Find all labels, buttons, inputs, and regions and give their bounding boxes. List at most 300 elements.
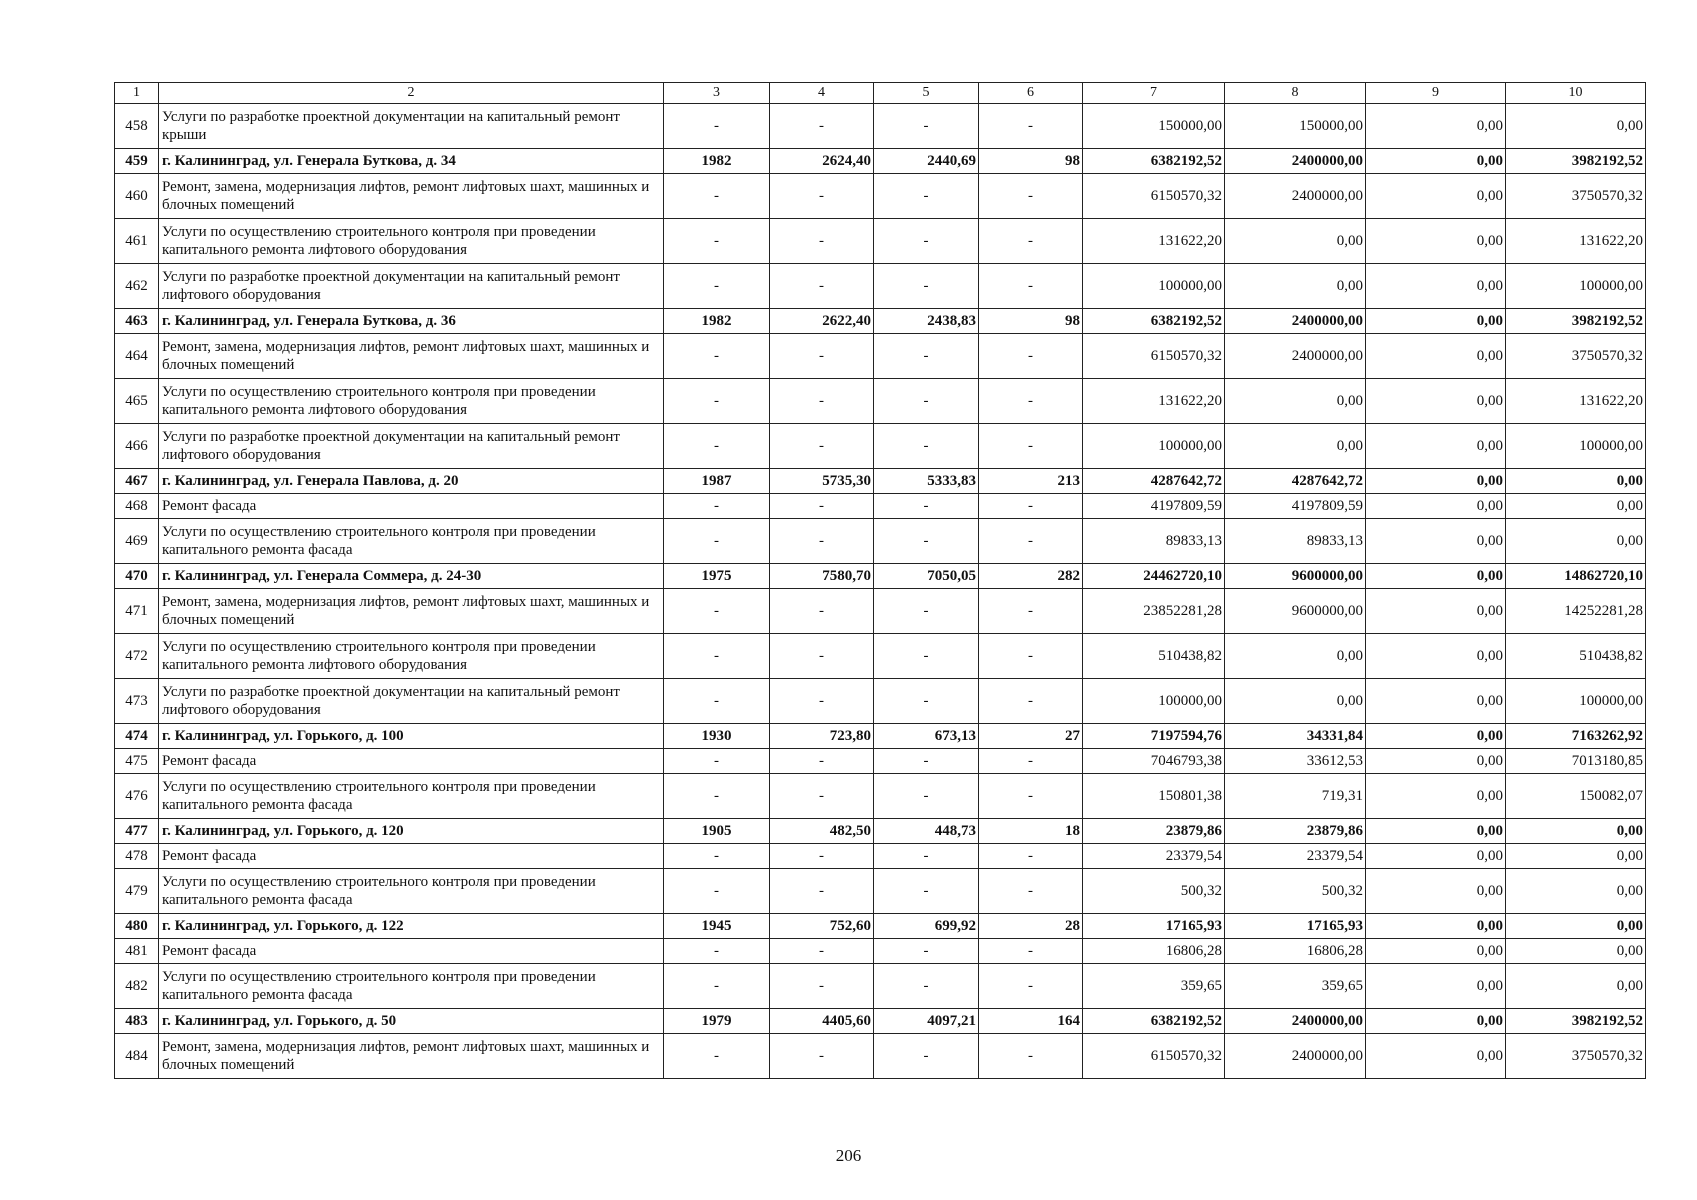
cost-col-10-cell: 3982192,52 bbox=[1506, 149, 1646, 174]
total-area-cell: 723,80 bbox=[770, 724, 874, 749]
living-area-cell: 4097,21 bbox=[874, 1009, 979, 1034]
cost-col-8-cell: 17165,93 bbox=[1225, 914, 1366, 939]
residents-count-cell: 98 bbox=[979, 309, 1083, 334]
total-area-cell: - bbox=[770, 104, 874, 149]
cost-col-9-cell: 0,00 bbox=[1366, 469, 1506, 494]
total-cost-cell: 100000,00 bbox=[1083, 264, 1225, 309]
work-item-row bbox=[115, 774, 1646, 819]
living-area-cell: - bbox=[874, 634, 979, 679]
total-cost-cell: 6382192,52 bbox=[1083, 149, 1225, 174]
total-area-cell: - bbox=[770, 219, 874, 264]
row-number-cell: 463 bbox=[115, 309, 159, 334]
cost-col-10-cell: 3750570,32 bbox=[1506, 1034, 1646, 1079]
total-area-cell: - bbox=[770, 939, 874, 964]
living-area-cell: 448,73 bbox=[874, 819, 979, 844]
cost-col-10-cell: 0,00 bbox=[1506, 914, 1646, 939]
cost-col-8-cell: 2400000,00 bbox=[1225, 1034, 1366, 1079]
cost-col-8-cell: 0,00 bbox=[1225, 219, 1366, 264]
residents-count-cell: - bbox=[979, 424, 1083, 469]
work-description-cell: г. Калининград, ул. Горького, д. 50 bbox=[159, 1009, 664, 1034]
work-item-row bbox=[115, 589, 1646, 634]
work-description-cell: Ремонт фасада bbox=[159, 749, 664, 774]
year-built-cell: - bbox=[664, 104, 770, 149]
cost-col-10-cell: 3982192,52 bbox=[1506, 1009, 1646, 1034]
row-number-cell: 461 bbox=[115, 219, 159, 264]
cost-col-8-cell: 359,65 bbox=[1225, 964, 1366, 1009]
year-built-cell: 1987 bbox=[664, 469, 770, 494]
table-header bbox=[115, 83, 1646, 104]
year-built-cell: - bbox=[664, 939, 770, 964]
cost-col-8-cell: 4197809,59 bbox=[1225, 494, 1366, 519]
living-area-cell: - bbox=[874, 379, 979, 424]
cost-col-9-cell: 0,00 bbox=[1366, 774, 1506, 819]
total-area-cell: - bbox=[770, 379, 874, 424]
cost-col-9-cell: 0,00 bbox=[1366, 564, 1506, 589]
cost-col-9-cell: 0,00 bbox=[1366, 844, 1506, 869]
column-header-10: 10 bbox=[1506, 83, 1646, 104]
column-header-7: 7 bbox=[1083, 83, 1225, 104]
cost-col-10-cell: 7163262,92 bbox=[1506, 724, 1646, 749]
cost-col-8-cell: 2400000,00 bbox=[1225, 1009, 1366, 1034]
row-number-cell: 468 bbox=[115, 494, 159, 519]
residents-count-cell: 27 bbox=[979, 724, 1083, 749]
cost-col-10-cell: 100000,00 bbox=[1506, 679, 1646, 724]
year-built-cell: - bbox=[664, 679, 770, 724]
cost-col-8-cell: 2400000,00 bbox=[1225, 149, 1366, 174]
residents-count-cell: - bbox=[979, 589, 1083, 634]
total-area-cell: - bbox=[770, 424, 874, 469]
cost-col-9-cell: 0,00 bbox=[1366, 819, 1506, 844]
total-cost-cell: 6150570,32 bbox=[1083, 334, 1225, 379]
total-cost-cell: 131622,20 bbox=[1083, 219, 1225, 264]
year-built-cell: - bbox=[664, 844, 770, 869]
year-built-cell: - bbox=[664, 1034, 770, 1079]
year-built-cell: 1930 bbox=[664, 724, 770, 749]
work-item-row bbox=[115, 869, 1646, 914]
total-area-cell: - bbox=[770, 334, 874, 379]
total-cost-cell: 23852281,28 bbox=[1083, 589, 1225, 634]
cost-col-10-cell: 3750570,32 bbox=[1506, 334, 1646, 379]
column-header-2: 2 bbox=[159, 83, 664, 104]
total-cost-cell: 17165,93 bbox=[1083, 914, 1225, 939]
work-description-cell: г. Калининград, ул. Горького, д. 122 bbox=[159, 914, 664, 939]
cost-col-10-cell: 510438,82 bbox=[1506, 634, 1646, 679]
residents-count-cell: 98 bbox=[979, 149, 1083, 174]
total-cost-cell: 4197809,59 bbox=[1083, 494, 1225, 519]
row-number-cell: 460 bbox=[115, 174, 159, 219]
residents-count-cell: - bbox=[979, 379, 1083, 424]
address-row bbox=[115, 914, 1646, 939]
total-area-cell: - bbox=[770, 519, 874, 564]
cost-col-10-cell: 14862720,10 bbox=[1506, 564, 1646, 589]
row-number-cell: 484 bbox=[115, 1034, 159, 1079]
row-number-cell: 482 bbox=[115, 964, 159, 1009]
row-number-cell: 466 bbox=[115, 424, 159, 469]
living-area-cell: - bbox=[874, 939, 979, 964]
row-number-cell: 471 bbox=[115, 589, 159, 634]
cost-col-8-cell: 4287642,72 bbox=[1225, 469, 1366, 494]
address-row bbox=[115, 564, 1646, 589]
cost-col-10-cell: 0,00 bbox=[1506, 844, 1646, 869]
total-area-cell: - bbox=[770, 1034, 874, 1079]
row-number-cell: 469 bbox=[115, 519, 159, 564]
living-area-cell: - bbox=[874, 494, 979, 519]
residents-count-cell: 28 bbox=[979, 914, 1083, 939]
year-built-cell: 1979 bbox=[664, 1009, 770, 1034]
row-number-cell: 458 bbox=[115, 104, 159, 149]
total-area-cell: - bbox=[770, 494, 874, 519]
work-item-row bbox=[115, 939, 1646, 964]
total-area-cell: - bbox=[770, 774, 874, 819]
residents-count-cell: - bbox=[979, 679, 1083, 724]
total-area-cell: - bbox=[770, 749, 874, 774]
residents-count-cell: 164 bbox=[979, 1009, 1083, 1034]
cost-col-8-cell: 0,00 bbox=[1225, 424, 1366, 469]
work-description-cell: г. Калининград, ул. Генерала Буткова, д. 34 bbox=[159, 149, 664, 174]
living-area-cell: - bbox=[874, 334, 979, 379]
work-description-cell: Ремонт, замена, модернизация лифтов, ремонт лифтовых шахт, машинных и блочных помещений bbox=[159, 1034, 664, 1079]
living-area-cell: - bbox=[874, 264, 979, 309]
work-description-cell: г. Калининград, ул. Генерала Буткова, д. 36 bbox=[159, 309, 664, 334]
work-item-row bbox=[115, 1034, 1646, 1079]
living-area-cell: - bbox=[874, 424, 979, 469]
cost-col-10-cell: 0,00 bbox=[1506, 519, 1646, 564]
cost-col-9-cell: 0,00 bbox=[1366, 379, 1506, 424]
work-item-row bbox=[115, 634, 1646, 679]
year-built-cell: - bbox=[664, 774, 770, 819]
row-number-cell: 475 bbox=[115, 749, 159, 774]
cost-col-9-cell: 0,00 bbox=[1366, 1009, 1506, 1034]
living-area-cell: - bbox=[874, 964, 979, 1009]
total-area-cell: 5735,30 bbox=[770, 469, 874, 494]
living-area-cell: - bbox=[874, 679, 979, 724]
cost-col-9-cell: 0,00 bbox=[1366, 634, 1506, 679]
year-built-cell: - bbox=[664, 219, 770, 264]
cost-col-10-cell: 3982192,52 bbox=[1506, 309, 1646, 334]
total-cost-cell: 150801,38 bbox=[1083, 774, 1225, 819]
total-area-cell: - bbox=[770, 844, 874, 869]
total-area-cell: - bbox=[770, 264, 874, 309]
cost-col-8-cell: 2400000,00 bbox=[1225, 174, 1366, 219]
living-area-cell: - bbox=[874, 519, 979, 564]
living-area-cell: - bbox=[874, 749, 979, 774]
cost-col-9-cell: 0,00 bbox=[1366, 494, 1506, 519]
total-cost-cell: 24462720,10 bbox=[1083, 564, 1225, 589]
row-number-cell: 470 bbox=[115, 564, 159, 589]
total-cost-cell: 100000,00 bbox=[1083, 679, 1225, 724]
cost-col-10-cell: 0,00 bbox=[1506, 469, 1646, 494]
total-cost-cell: 510438,82 bbox=[1083, 634, 1225, 679]
cost-col-8-cell: 9600000,00 bbox=[1225, 564, 1366, 589]
year-built-cell: - bbox=[664, 749, 770, 774]
cost-col-10-cell: 0,00 bbox=[1506, 494, 1646, 519]
total-cost-cell: 89833,13 bbox=[1083, 519, 1225, 564]
work-item-row bbox=[115, 264, 1646, 309]
work-item-row bbox=[115, 494, 1646, 519]
work-item-row bbox=[115, 749, 1646, 774]
cost-col-9-cell: 0,00 bbox=[1366, 724, 1506, 749]
cost-col-9-cell: 0,00 bbox=[1366, 964, 1506, 1009]
year-built-cell: - bbox=[664, 334, 770, 379]
year-built-cell: - bbox=[664, 519, 770, 564]
total-area-cell: 2622,40 bbox=[770, 309, 874, 334]
cost-col-8-cell: 16806,28 bbox=[1225, 939, 1366, 964]
cost-col-9-cell: 0,00 bbox=[1366, 264, 1506, 309]
work-description-cell: Услуги по осуществлению строительного контроля при проведении капитального ремонта лифтового оборудования bbox=[159, 634, 664, 679]
work-description-cell: Услуги по разработке проектной документации на капитальный ремонт лифтового оборудования bbox=[159, 679, 664, 724]
cost-col-9-cell: 0,00 bbox=[1366, 589, 1506, 634]
cost-col-9-cell: 0,00 bbox=[1366, 519, 1506, 564]
column-header-3: 3 bbox=[664, 83, 770, 104]
cost-col-9-cell: 0,00 bbox=[1366, 869, 1506, 914]
cost-col-9-cell: 0,00 bbox=[1366, 309, 1506, 334]
work-description-cell: Ремонт фасада bbox=[159, 844, 664, 869]
cost-col-10-cell: 100000,00 bbox=[1506, 424, 1646, 469]
cost-col-8-cell: 0,00 bbox=[1225, 634, 1366, 679]
residents-count-cell: - bbox=[979, 494, 1083, 519]
cost-col-9-cell: 0,00 bbox=[1366, 1034, 1506, 1079]
residents-count-cell: - bbox=[979, 939, 1083, 964]
total-cost-cell: 16806,28 bbox=[1083, 939, 1225, 964]
work-description-cell: Ремонт фасада bbox=[159, 494, 664, 519]
address-row bbox=[115, 149, 1646, 174]
cost-col-9-cell: 0,00 bbox=[1366, 334, 1506, 379]
living-area-cell: - bbox=[874, 844, 979, 869]
total-cost-cell: 359,65 bbox=[1083, 964, 1225, 1009]
address-row bbox=[115, 724, 1646, 749]
cost-col-8-cell: 500,32 bbox=[1225, 869, 1366, 914]
work-description-cell: Услуги по разработке проектной документации на капитальный ремонт крыши bbox=[159, 104, 664, 149]
cost-col-10-cell: 150082,07 bbox=[1506, 774, 1646, 819]
cost-col-9-cell: 0,00 bbox=[1366, 424, 1506, 469]
year-built-cell: - bbox=[664, 264, 770, 309]
cost-col-10-cell: 3750570,32 bbox=[1506, 174, 1646, 219]
work-description-cell: Услуги по осуществлению строительного контроля при проведении капитального ремонта фасада bbox=[159, 774, 664, 819]
row-number-cell: 476 bbox=[115, 774, 159, 819]
work-description-cell: Услуги по осуществлению строительного контроля при проведении капитального ремонта лифтового оборудования bbox=[159, 219, 664, 264]
total-cost-cell: 6382192,52 bbox=[1083, 1009, 1225, 1034]
row-number-cell: 478 bbox=[115, 844, 159, 869]
cost-col-9-cell: 0,00 bbox=[1366, 174, 1506, 219]
living-area-cell: - bbox=[874, 589, 979, 634]
year-built-cell: - bbox=[664, 379, 770, 424]
total-area-cell: - bbox=[770, 589, 874, 634]
work-item-row bbox=[115, 174, 1646, 219]
column-header-8: 8 bbox=[1225, 83, 1366, 104]
residents-count-cell: - bbox=[979, 219, 1083, 264]
living-area-cell: 2438,83 bbox=[874, 309, 979, 334]
year-built-cell: - bbox=[664, 424, 770, 469]
living-area-cell: - bbox=[874, 774, 979, 819]
year-built-cell: 1982 bbox=[664, 309, 770, 334]
row-number-cell: 467 bbox=[115, 469, 159, 494]
cost-col-9-cell: 0,00 bbox=[1366, 749, 1506, 774]
residents-count-cell: - bbox=[979, 519, 1083, 564]
cost-col-8-cell: 9600000,00 bbox=[1225, 589, 1366, 634]
total-cost-cell: 100000,00 bbox=[1083, 424, 1225, 469]
cost-col-8-cell: 2400000,00 bbox=[1225, 309, 1366, 334]
row-number-cell: 459 bbox=[115, 149, 159, 174]
cost-col-10-cell: 0,00 bbox=[1506, 939, 1646, 964]
residents-count-cell: 282 bbox=[979, 564, 1083, 589]
address-row bbox=[115, 309, 1646, 334]
cost-col-9-cell: 0,00 bbox=[1366, 679, 1506, 724]
column-number-row bbox=[115, 83, 1646, 104]
total-area-cell: - bbox=[770, 679, 874, 724]
column-header-5: 5 bbox=[874, 83, 979, 104]
total-cost-cell: 6150570,32 bbox=[1083, 1034, 1225, 1079]
work-item-row bbox=[115, 679, 1646, 724]
column-header-6: 6 bbox=[979, 83, 1083, 104]
living-area-cell: - bbox=[874, 104, 979, 149]
residents-count-cell: - bbox=[979, 964, 1083, 1009]
cost-col-10-cell: 0,00 bbox=[1506, 104, 1646, 149]
residents-count-cell: - bbox=[979, 869, 1083, 914]
total-area-cell: - bbox=[770, 174, 874, 219]
living-area-cell: 5333,83 bbox=[874, 469, 979, 494]
residents-count-cell: - bbox=[979, 264, 1083, 309]
residents-count-cell: - bbox=[979, 749, 1083, 774]
total-cost-cell: 6150570,32 bbox=[1083, 174, 1225, 219]
work-item-row bbox=[115, 379, 1646, 424]
living-area-cell: - bbox=[874, 174, 979, 219]
residents-count-cell: 213 bbox=[979, 469, 1083, 494]
cost-col-10-cell: 0,00 bbox=[1506, 819, 1646, 844]
column-header-9: 9 bbox=[1366, 83, 1506, 104]
cost-col-10-cell: 0,00 bbox=[1506, 964, 1646, 1009]
work-description-cell: г. Калининград, ул. Горького, д. 120 bbox=[159, 819, 664, 844]
total-area-cell: - bbox=[770, 634, 874, 679]
row-number-cell: 464 bbox=[115, 334, 159, 379]
residents-count-cell: - bbox=[979, 634, 1083, 679]
row-number-cell: 473 bbox=[115, 679, 159, 724]
work-description-cell: Ремонт фасада bbox=[159, 939, 664, 964]
address-row bbox=[115, 1009, 1646, 1034]
table-body bbox=[115, 104, 1646, 1079]
row-number-cell: 480 bbox=[115, 914, 159, 939]
cost-col-10-cell: 131622,20 bbox=[1506, 219, 1646, 264]
work-description-cell: Услуги по осуществлению строительного контроля при проведении капитального ремонта лифтового оборудования bbox=[159, 379, 664, 424]
living-area-cell: - bbox=[874, 869, 979, 914]
year-built-cell: - bbox=[664, 589, 770, 634]
column-header-4: 4 bbox=[770, 83, 874, 104]
cost-col-9-cell: 0,00 bbox=[1366, 104, 1506, 149]
year-built-cell: - bbox=[664, 869, 770, 914]
residents-count-cell: - bbox=[979, 774, 1083, 819]
total-area-cell: 7580,70 bbox=[770, 564, 874, 589]
cost-col-10-cell: 14252281,28 bbox=[1506, 589, 1646, 634]
work-item-row bbox=[115, 219, 1646, 264]
total-cost-cell: 23879,86 bbox=[1083, 819, 1225, 844]
living-area-cell: - bbox=[874, 1034, 979, 1079]
year-built-cell: 1982 bbox=[664, 149, 770, 174]
work-item-row bbox=[115, 844, 1646, 869]
cost-col-8-cell: 23379,54 bbox=[1225, 844, 1366, 869]
cost-col-8-cell: 719,31 bbox=[1225, 774, 1366, 819]
work-description-cell: г. Калининград, ул. Генерала Соммера, д. 24-30 bbox=[159, 564, 664, 589]
total-cost-cell: 150000,00 bbox=[1083, 104, 1225, 149]
total-cost-cell: 131622,20 bbox=[1083, 379, 1225, 424]
cost-col-10-cell: 7013180,85 bbox=[1506, 749, 1646, 774]
row-number-cell: 477 bbox=[115, 819, 159, 844]
year-built-cell: - bbox=[664, 634, 770, 679]
total-cost-cell: 4287642,72 bbox=[1083, 469, 1225, 494]
cost-col-9-cell: 0,00 bbox=[1366, 939, 1506, 964]
cost-col-8-cell: 23879,86 bbox=[1225, 819, 1366, 844]
total-area-cell: - bbox=[770, 869, 874, 914]
year-built-cell: - bbox=[664, 964, 770, 1009]
cost-col-9-cell: 0,00 bbox=[1366, 914, 1506, 939]
work-item-row bbox=[115, 424, 1646, 469]
year-built-cell: - bbox=[664, 174, 770, 219]
page-number: 206 bbox=[835, 1146, 862, 1165]
total-cost-cell: 6382192,52 bbox=[1083, 309, 1225, 334]
work-item-row bbox=[115, 104, 1646, 149]
repair-schedule-table bbox=[114, 82, 1646, 1079]
work-item-row bbox=[115, 519, 1646, 564]
column-header-1: 1 bbox=[115, 83, 159, 104]
cost-col-8-cell: 33612,53 bbox=[1225, 749, 1366, 774]
cost-col-10-cell: 0,00 bbox=[1506, 869, 1646, 914]
residents-count-cell: - bbox=[979, 174, 1083, 219]
living-area-cell: 2440,69 bbox=[874, 149, 979, 174]
total-area-cell: 482,50 bbox=[770, 819, 874, 844]
work-item-row bbox=[115, 334, 1646, 379]
residents-count-cell: - bbox=[979, 334, 1083, 379]
address-row bbox=[115, 469, 1646, 494]
work-description-cell: Услуги по разработке проектной документации на капитальный ремонт лифтового оборудования bbox=[159, 424, 664, 469]
total-area-cell: 2624,40 bbox=[770, 149, 874, 174]
residents-count-cell: 18 bbox=[979, 819, 1083, 844]
row-number-cell: 472 bbox=[115, 634, 159, 679]
address-row bbox=[115, 819, 1646, 844]
cost-col-9-cell: 0,00 bbox=[1366, 149, 1506, 174]
work-description-cell: Услуги по осуществлению строительного контроля при проведении капитального ремонта фасада bbox=[159, 519, 664, 564]
living-area-cell: 673,13 bbox=[874, 724, 979, 749]
total-cost-cell: 23379,54 bbox=[1083, 844, 1225, 869]
year-built-cell: - bbox=[664, 494, 770, 519]
residents-count-cell: - bbox=[979, 104, 1083, 149]
cost-col-9-cell: 0,00 bbox=[1366, 219, 1506, 264]
total-area-cell: 752,60 bbox=[770, 914, 874, 939]
living-area-cell: - bbox=[874, 219, 979, 264]
cost-col-8-cell: 89833,13 bbox=[1225, 519, 1366, 564]
total-area-cell: 4405,60 bbox=[770, 1009, 874, 1034]
total-cost-cell: 7197594,76 bbox=[1083, 724, 1225, 749]
residents-count-cell: - bbox=[979, 1034, 1083, 1079]
total-cost-cell: 7046793,38 bbox=[1083, 749, 1225, 774]
living-area-cell: 699,92 bbox=[874, 914, 979, 939]
living-area-cell: 7050,05 bbox=[874, 564, 979, 589]
work-description-cell: Услуги по разработке проектной документации на капитальный ремонт лифтового оборудования bbox=[159, 264, 664, 309]
residents-count-cell: - bbox=[979, 844, 1083, 869]
year-built-cell: 1945 bbox=[664, 914, 770, 939]
cost-col-10-cell: 100000,00 bbox=[1506, 264, 1646, 309]
work-description-cell: г. Калининград, ул. Генерала Павлова, д. 20 bbox=[159, 469, 664, 494]
row-number-cell: 462 bbox=[115, 264, 159, 309]
cost-col-8-cell: 150000,00 bbox=[1225, 104, 1366, 149]
row-number-cell: 481 bbox=[115, 939, 159, 964]
year-built-cell: 1905 bbox=[664, 819, 770, 844]
work-description-cell: Ремонт, замена, модернизация лифтов, ремонт лифтовых шахт, машинных и блочных помещений bbox=[159, 334, 664, 379]
work-description-cell: Услуги по осуществлению строительного контроля при проведении капитального ремонта фасада bbox=[159, 964, 664, 1009]
work-description-cell: Ремонт, замена, модернизация лифтов, ремонт лифтовых шахт, машинных и блочных помещений bbox=[159, 174, 664, 219]
work-description-cell: г. Калининград, ул. Горького, д. 100 bbox=[159, 724, 664, 749]
cost-col-8-cell: 34331,84 bbox=[1225, 724, 1366, 749]
total-cost-cell: 500,32 bbox=[1083, 869, 1225, 914]
cost-col-8-cell: 2400000,00 bbox=[1225, 334, 1366, 379]
year-built-cell: 1975 bbox=[664, 564, 770, 589]
